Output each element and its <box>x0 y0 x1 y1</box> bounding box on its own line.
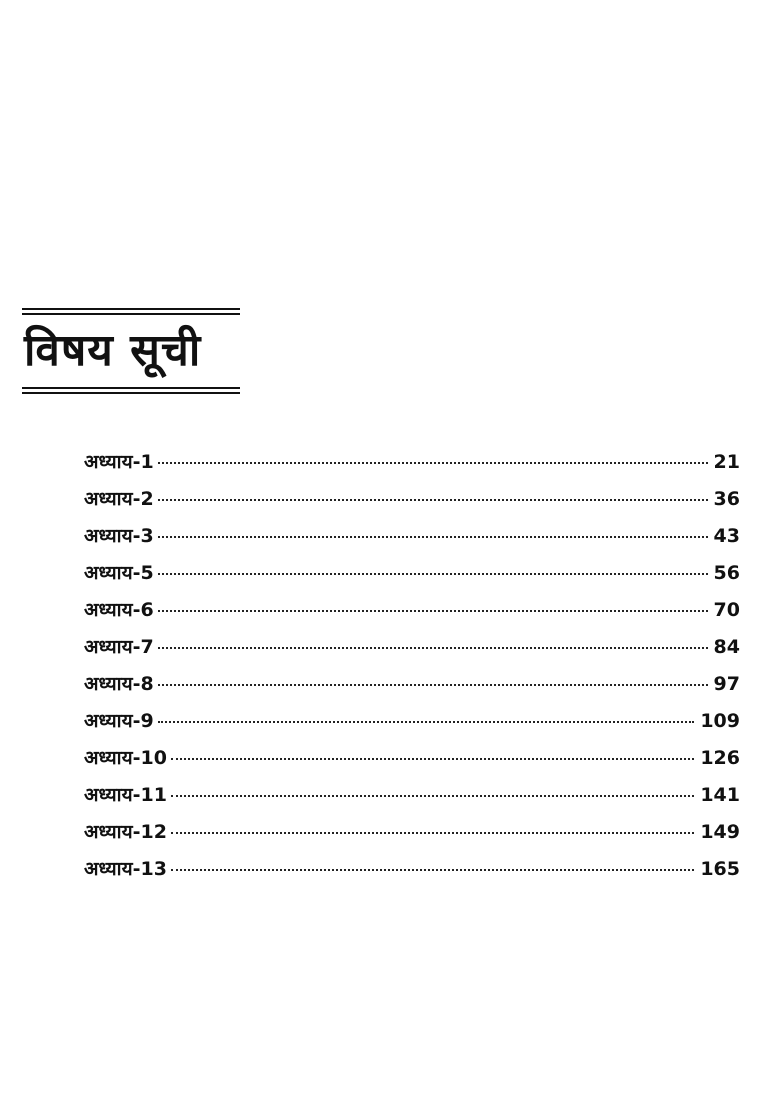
toc-dot-leader <box>158 684 708 686</box>
toc-dot-leader <box>171 758 694 760</box>
toc-entry-label: अध्याय-10 <box>84 747 167 769</box>
toc-entry <box>84 707 740 744</box>
toc-entry-label: अध्याय-8 <box>84 673 154 695</box>
toc-entry-label: अध्याय-2 <box>84 488 154 510</box>
title-bottom-rule <box>22 387 240 394</box>
toc-entry-page: 97 <box>713 673 740 695</box>
toc-entry-page: 149 <box>700 821 740 843</box>
toc-dot-leader <box>171 795 694 797</box>
toc-entry-label: अध्याय-7 <box>84 636 154 658</box>
toc-dot-leader <box>158 499 708 501</box>
toc-entry-label: अध्याय-12 <box>84 821 167 843</box>
toc-entry-label: अध्याय-13 <box>84 858 167 880</box>
toc-entry-page: 43 <box>713 525 740 547</box>
toc-entry-label: अध्याय-6 <box>84 599 154 621</box>
toc-dot-leader <box>158 721 695 723</box>
toc-entry <box>84 522 740 559</box>
toc-entry-label: अध्याय-9 <box>84 710 154 732</box>
toc-dot-leader <box>158 610 708 612</box>
toc-dot-leader <box>171 832 694 834</box>
toc-entry-label: अध्याय-1 <box>84 451 154 473</box>
toc-entry-page: 141 <box>700 784 740 806</box>
toc-entry-page: 36 <box>713 488 740 510</box>
toc-entry-label: अध्याय-5 <box>84 562 154 584</box>
page-title: विषय सूची <box>24 325 202 376</box>
toc-entry-page: 70 <box>713 599 740 621</box>
title-block <box>22 308 240 394</box>
toc-entry-page: 21 <box>713 451 740 473</box>
toc-entry <box>84 744 740 781</box>
toc-entry-page: 165 <box>700 858 740 880</box>
toc-entry <box>84 559 740 596</box>
toc-entry-page: 84 <box>713 636 740 658</box>
toc-entry-label: अध्याय-3 <box>84 525 154 547</box>
toc-entry <box>84 485 740 522</box>
toc-dot-leader <box>171 869 694 871</box>
toc-entry <box>84 855 740 892</box>
toc-entry <box>84 670 740 707</box>
toc-dot-leader <box>158 462 708 464</box>
table-of-contents <box>84 448 740 892</box>
toc-dot-leader <box>158 647 708 649</box>
toc-entry <box>84 596 740 633</box>
toc-entry <box>84 633 740 670</box>
toc-entry-page: 109 <box>700 710 740 732</box>
toc-entry <box>84 448 740 485</box>
toc-dot-leader <box>158 573 708 575</box>
toc-entry-page: 126 <box>700 747 740 769</box>
toc-entry <box>84 818 740 855</box>
toc-entry <box>84 781 740 818</box>
toc-entry-label: अध्याय-11 <box>84 784 167 806</box>
title-top-rule <box>22 308 240 315</box>
toc-dot-leader <box>158 536 708 538</box>
toc-entry-page: 56 <box>713 562 740 584</box>
